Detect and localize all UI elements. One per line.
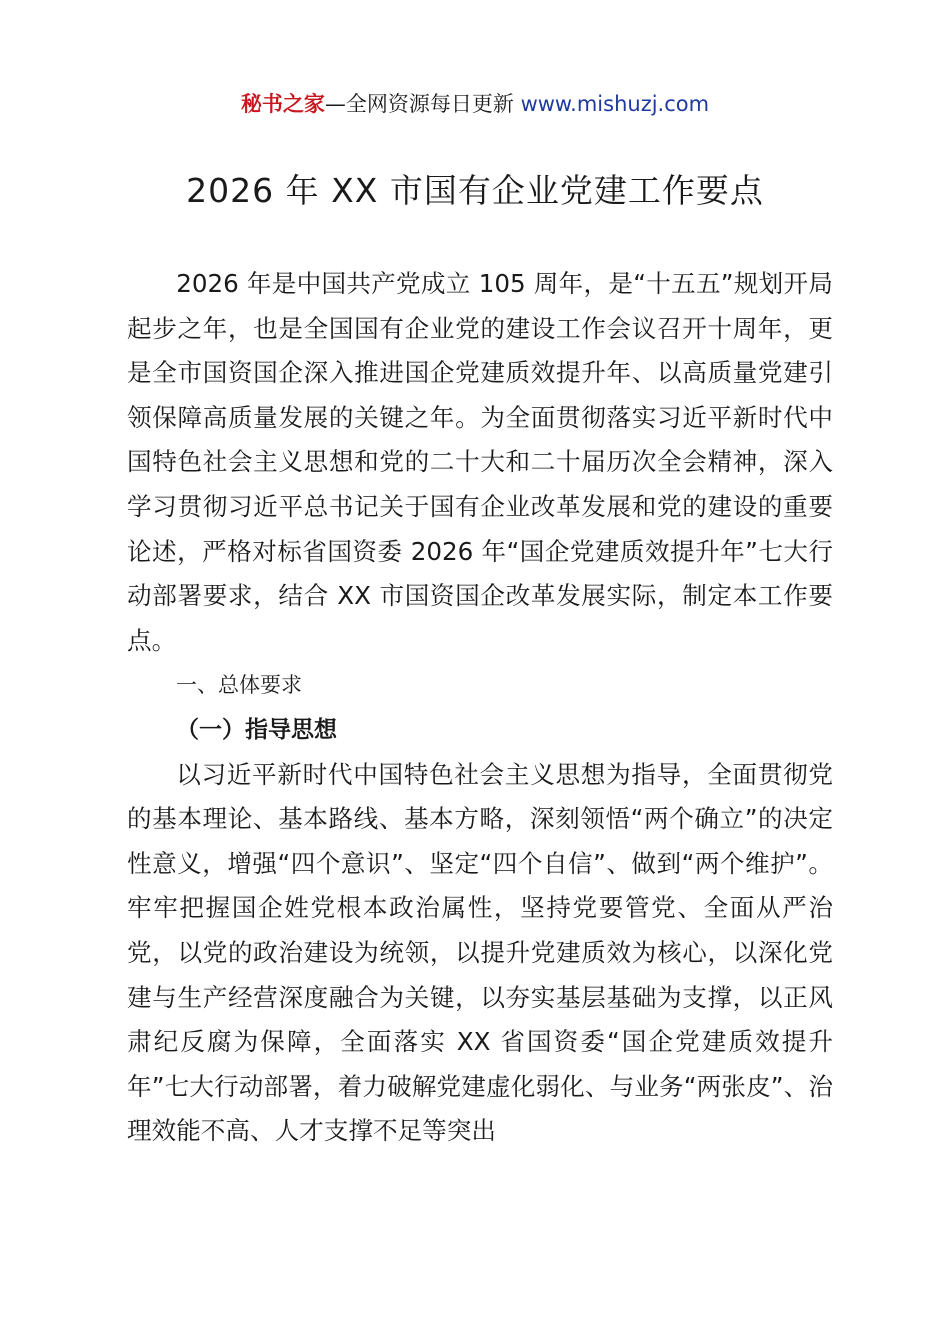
site-banner bbox=[0, 88, 950, 120]
brand-name: 秘书之家 bbox=[240, 92, 325, 116]
site-url: www.mishuzj.com bbox=[520, 92, 710, 116]
intro-paragraph: 2026 年是中国共产党成立 105 周年，是“十五五”规划开局起步之年，也是全国国有企业党的建设工作会议召开十周年，更是全市国资国企深入推进国企党建质效提升年、以高质量党建引领保障高质量发展的关键之年。为全面贯彻落实习近平新时代中国特色社会主义思想和党的二十大和二十届历次全会精神，深入学习贯彻习近平总书记关于国有企业改革发展和党的建设的重要论述，严格对标省国资委 2026 年“国企党建质效提升年”七大行动部署要求，结合 XX 市国资国企改革发展实际，制定本工作要点。 bbox=[127, 269, 833, 655]
banner-slogan: —全网资源每日更新 bbox=[324, 92, 521, 116]
document-body bbox=[127, 262, 833, 1154]
section-heading: 一、总体要求 bbox=[176, 673, 302, 698]
guiding-thought-paragraph: 以习近平新时代中国特色社会主义思想为指导，全面贯彻党的基本理论、基本路线、基本方略，深刻领悟“两个确立”的决定性意义，增强“四个意识”、坚定“四个自信”、做到“两个维护”。牢牢把握国企姓党根本政治属性，坚持党要管党、全面从严治党，以党的政治建设为统领，以提升党建质效为核心，以深化党建与生产经营深度融合为关键，以夯实基层基础为支撑，以正风肃纪反腐为保障，全面落实 XX 省国资委“国企党建质效提升年”七大行动部署，着力破解党建虚化弱化、与业务“两张皮”、治理效能不高、人才支撑不足等突出 bbox=[127, 759, 833, 1146]
document-title: 2026 年 XX 市国有企业党建工作要点 bbox=[186, 171, 764, 210]
subsection-heading: （一）指导思想 bbox=[176, 716, 337, 743]
